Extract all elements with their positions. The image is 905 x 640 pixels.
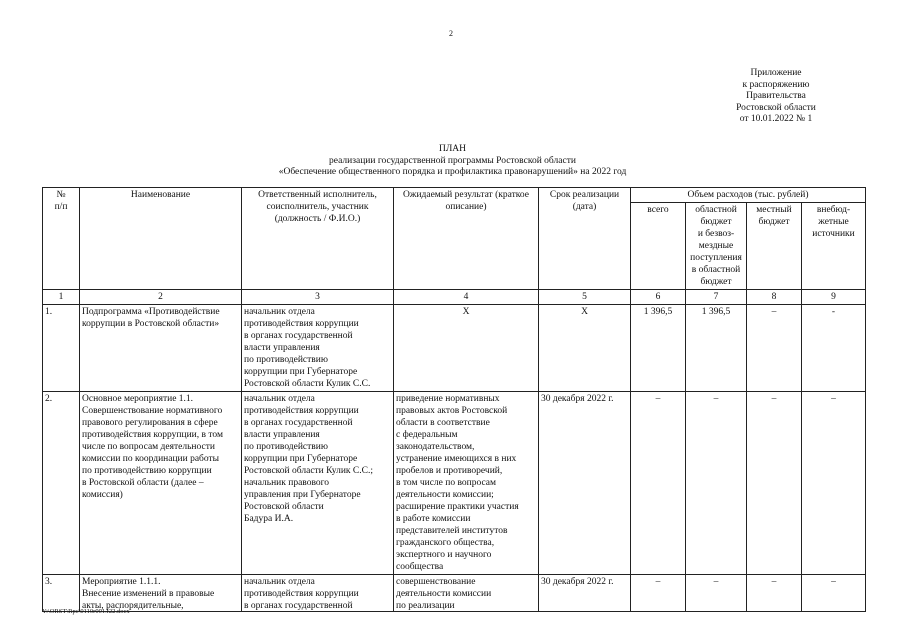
- row-result: совершенствование деятельности комиссии по реализации: [394, 575, 539, 612]
- header-num: № п/п: [43, 188, 80, 290]
- row-regional: –: [686, 575, 747, 612]
- row-local: –: [747, 575, 802, 612]
- row-name: Мероприятие 1.1.1. Внесение изменений в правовые акты, распорядительные,: [80, 575, 242, 612]
- row-local: –: [747, 305, 802, 392]
- row-result: Х: [394, 305, 539, 392]
- col-number: 5: [539, 290, 631, 305]
- row-term: Х: [539, 305, 631, 392]
- row-result: приведение нормативных правовых актов Ростовской области в соответствие с федеральным законодательством, устранение имеющихся в них пробелов и противоречий, в том числе по вопросам деятельности комиссии; расширение практики участия в работе комиссии представителей институтов гражданского общества, экспертного и научного сообщества: [394, 392, 539, 575]
- header-row: [43, 188, 866, 203]
- appendix-line: Приложение: [750, 68, 802, 78]
- header-local: местный бюджет: [747, 203, 802, 290]
- row-executor: начальник отдела противодействия коррупции в органах государственной власти управления по противодействию коррупции при Губернаторе Ростовской области Кулик С.С.; начальник правового управления при Губернаторе Ростовской области Бадура И.А.: [242, 392, 394, 575]
- col-number: 2: [80, 290, 242, 305]
- header-name: Наименование: [80, 188, 242, 290]
- header-executor: Ответственный исполнитель, соисполнитель, участник (должность / Ф.И.О.): [242, 188, 394, 290]
- appendix-line: от 10.01.2022 № 1: [739, 114, 813, 125]
- file-path-footer: Y:\ORST\Rpc\0110r001.f22.docx: [42, 608, 130, 615]
- column-number-row: [43, 290, 866, 305]
- row-executor: начальник отдела противодействия коррупции в органах государственной: [242, 575, 394, 612]
- page-number: 2: [449, 29, 453, 38]
- row-num: 3.: [43, 575, 80, 612]
- appendix-line: к распоряжению: [742, 79, 810, 90]
- row-regional: –: [686, 392, 747, 575]
- row-num: 1.: [43, 305, 80, 392]
- appendix-line: Правительства: [746, 91, 806, 102]
- row-local: –: [747, 392, 802, 575]
- title-line: «Обеспечение общественного порядка и профилактика правонарушений» на 2022 год: [278, 167, 627, 178]
- row-term: 30 декабря 2022 г.: [539, 575, 631, 612]
- plan-table: [42, 187, 866, 612]
- header-regional: областной бюджет и безвоз- мездные поступления в областной бюджет: [686, 203, 747, 290]
- header-total: всего: [631, 203, 686, 290]
- header-result: Ожидаемый результат (краткое описание): [394, 188, 539, 290]
- row-total: –: [631, 392, 686, 575]
- row-executor: начальник отдела противодействия коррупции в органах государственной власти управления по противодействию коррупции при Губернаторе Ростовской области Кулик С.С.: [242, 305, 394, 392]
- appendix-note: [720, 68, 832, 126]
- col-number: 8: [747, 290, 802, 305]
- title-line: реализации государственной программы Ростовской области: [329, 155, 576, 166]
- appendix-line: Ростовской области: [736, 102, 816, 113]
- row-total: –: [631, 575, 686, 612]
- col-number: 1: [43, 290, 80, 305]
- col-number: 3: [242, 290, 394, 305]
- row-offbudget: –: [802, 575, 866, 612]
- row-total: 1 396,5: [631, 305, 686, 392]
- row-regional: 1 396,5: [686, 305, 747, 392]
- title-line: ПЛАН: [438, 144, 467, 154]
- row-offbudget: –: [802, 392, 866, 575]
- header-expenses: Объем расходов (тыс. рублей): [631, 188, 866, 203]
- row-name: Подпрограмма «Противодействие коррупции в Ростовской области»: [80, 305, 242, 392]
- table-row: [43, 575, 866, 612]
- col-number: 4: [394, 290, 539, 305]
- row-name: Основное мероприятие 1.1. Совершенствование нормативного правового регулирования в сфере противодействия коррупции, в том числе по вопросам деятельности комиссии по координации работы по противодействию коррупции в Ростовской области (далее – комиссия): [80, 392, 242, 575]
- col-number: 6: [631, 290, 686, 305]
- header-offbudget: внебюд- жетные источники: [802, 203, 866, 290]
- col-number: 7: [686, 290, 747, 305]
- row-term: 30 декабря 2022 г.: [539, 392, 631, 575]
- table-row: [43, 392, 866, 575]
- table-row: [43, 305, 866, 392]
- row-offbudget: -: [802, 305, 866, 392]
- row-num: 2.: [43, 392, 80, 575]
- col-number: 9: [802, 290, 866, 305]
- document-title: [180, 144, 725, 179]
- header-term: Срок реализации (дата): [539, 188, 631, 290]
